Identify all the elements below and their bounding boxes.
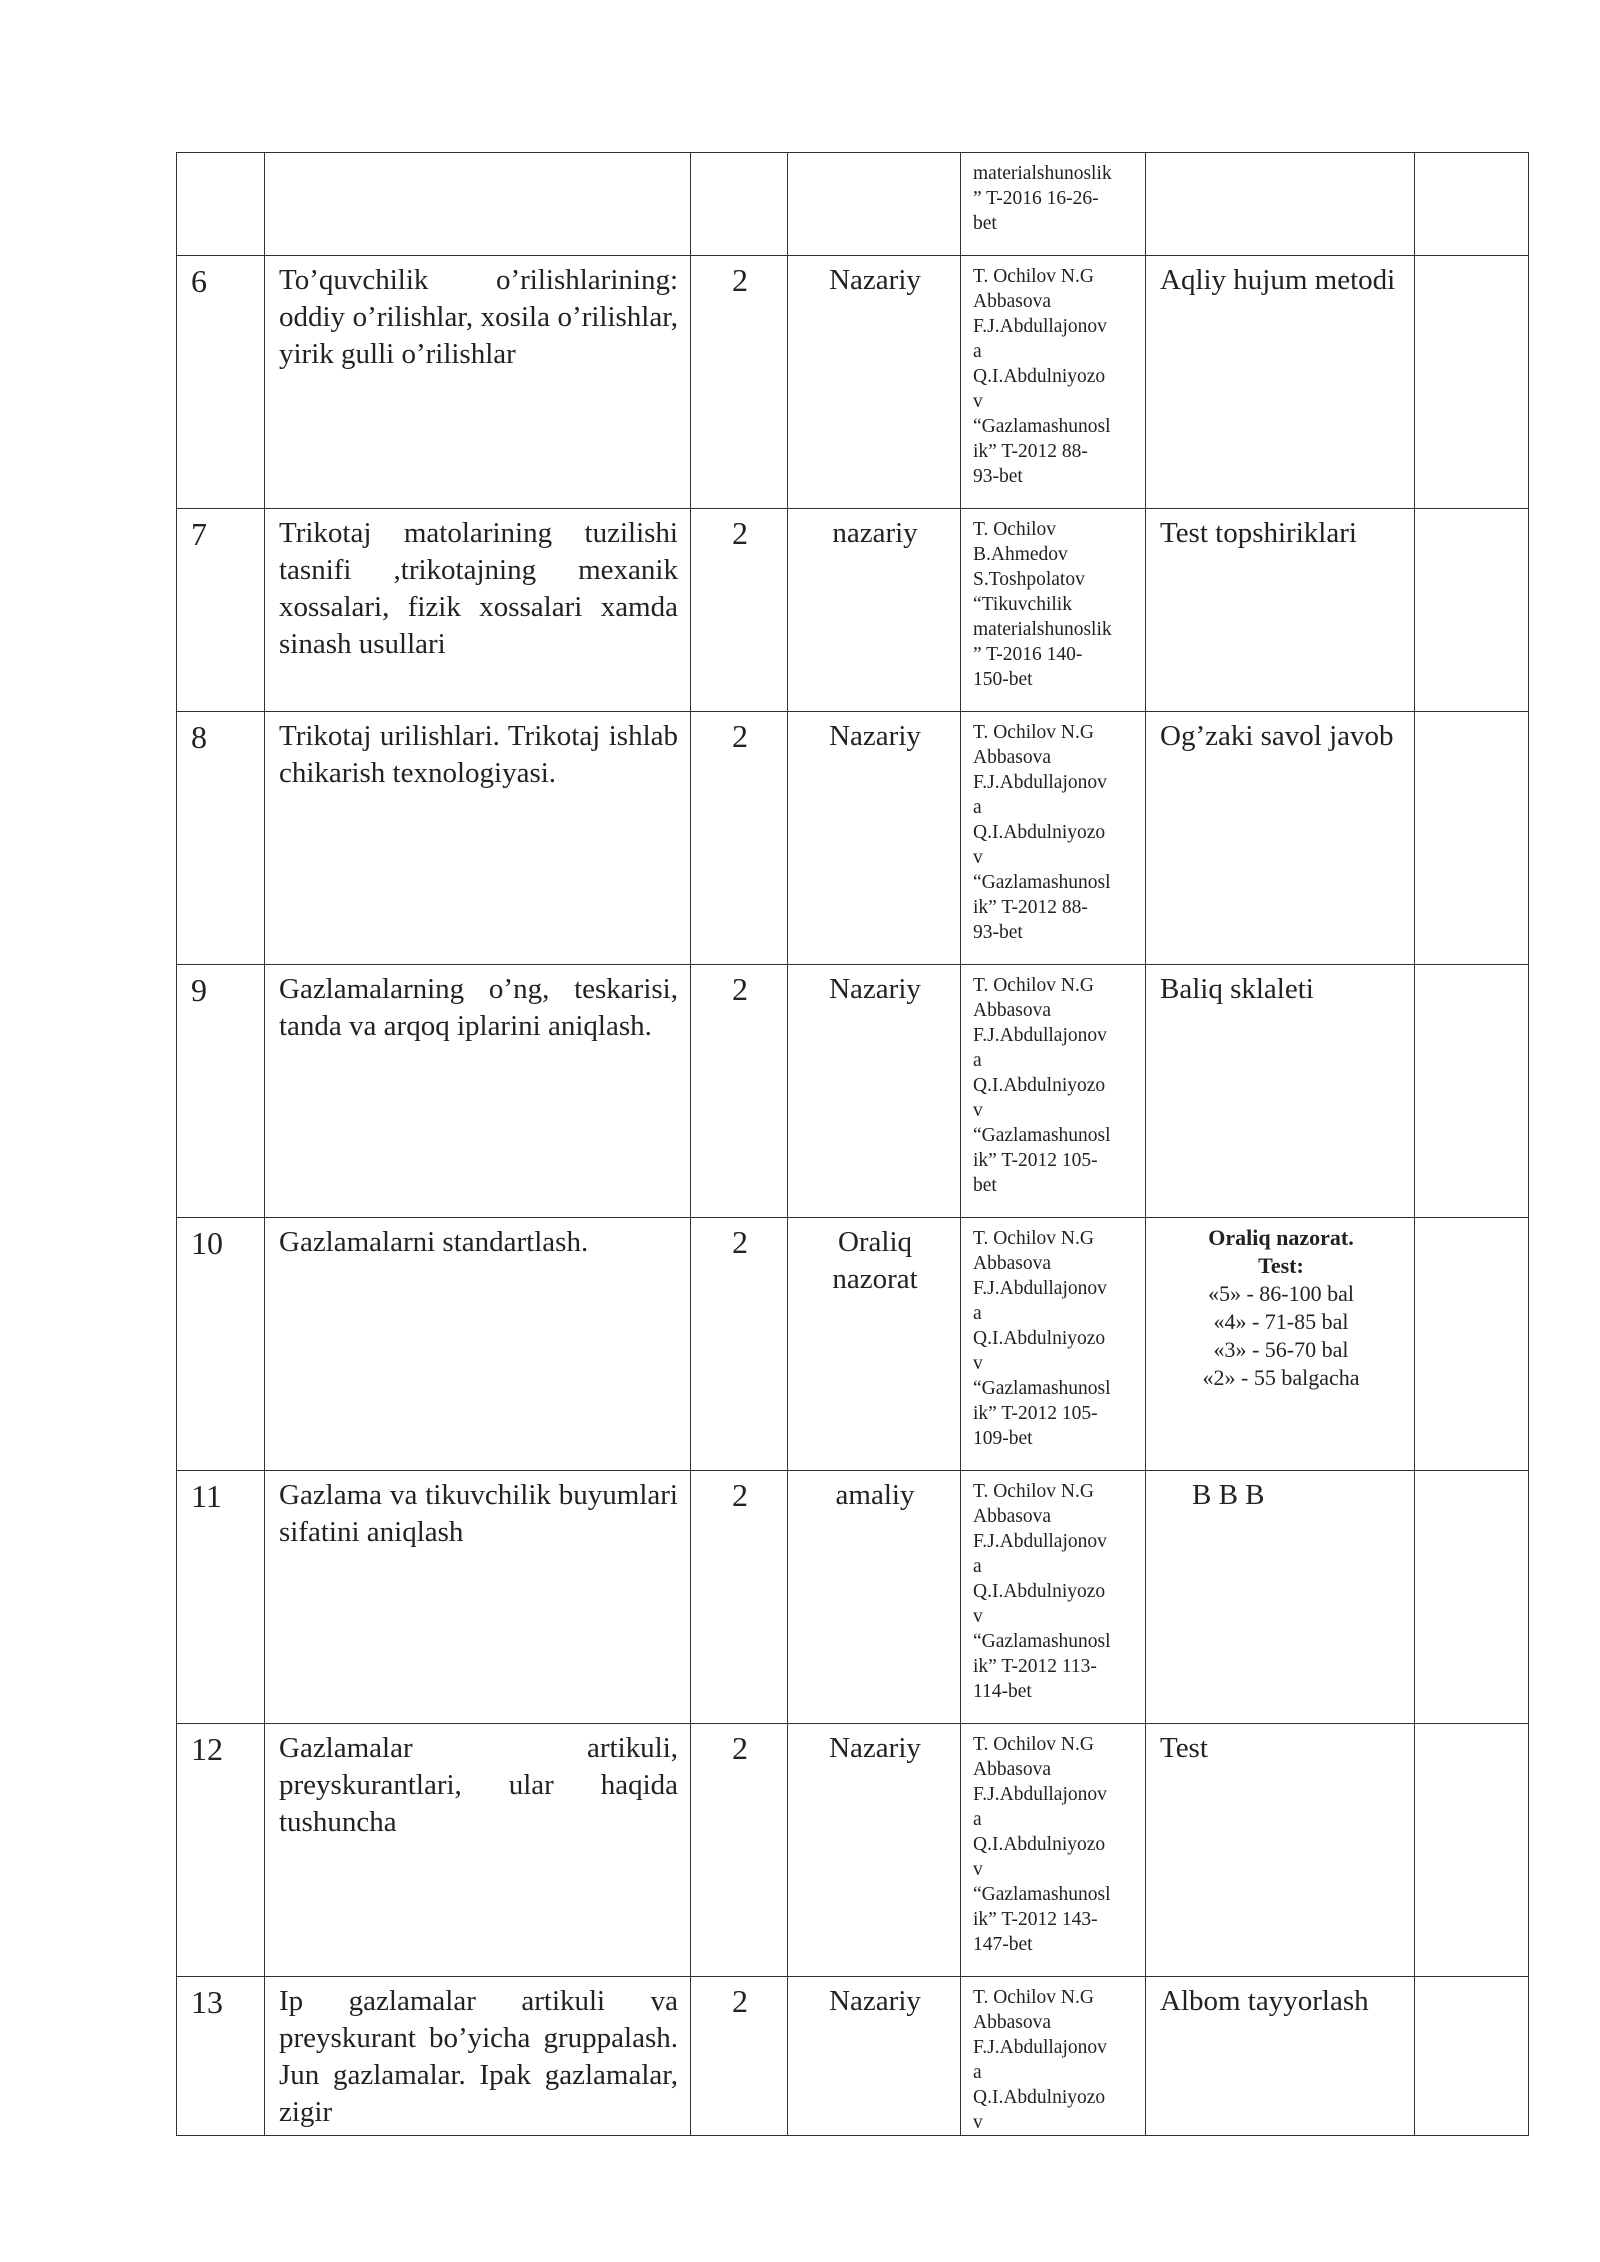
literature-line: “Gazlamashunosl (973, 416, 1111, 437)
literature-line: Abbasova (973, 1506, 1051, 1527)
topic-text: Trikotaj matolarining tuzilishi tasnifi ,trikotajning mexanik xossalari, fizik xossalari xamda sinash usullari (279, 517, 678, 660)
table-row (177, 1471, 1529, 1724)
exam-cell (1146, 1218, 1415, 1471)
literature-line: “Gazlamashunosl (973, 872, 1111, 893)
exam-subtitle: Test: (1258, 1253, 1304, 1278)
literature-line: ik” T-2012 113- (973, 1656, 1097, 1677)
literature-cell (961, 256, 1146, 509)
literature-line: 150-bet (973, 669, 1033, 690)
literature-line: ik” T-2012 105- (973, 1150, 1098, 1171)
notes-cell (1415, 256, 1529, 509)
literature-line: 109-bet (973, 1428, 1033, 1449)
method-cell: B B B (1146, 1471, 1415, 1724)
topic-cell (265, 965, 691, 1218)
hours-cell (691, 153, 788, 256)
topic-text: Trikotaj urilishlari. Trikotaj ishlab chikarish texnologiyasi. (279, 720, 678, 789)
literature-line: “Gazlamashunosl (973, 1125, 1111, 1146)
topic-cell (265, 1471, 691, 1724)
literature-line: Q.I.Abdulniyozo (973, 1834, 1106, 1855)
row-number: 12 (177, 1724, 265, 1977)
literature-line: a (973, 797, 982, 818)
literature-cell (961, 712, 1146, 965)
literature-line: “Gazlamashunosl (973, 1884, 1111, 1905)
literature-line: F.J.Abdullajonov (973, 2037, 1107, 2058)
literature-line: v (973, 1353, 983, 1374)
notes-cell (1415, 1977, 1529, 2136)
row-number: 8 (177, 712, 265, 965)
literature-line: F.J.Abdullajonov (973, 772, 1107, 793)
literature-line: T. Ochilov (973, 519, 1057, 540)
method-cell: Baliq sklaleti (1146, 965, 1415, 1218)
topic-text: Gazlamalar artikuli, preyskurantlari, ular haqida tushuncha (279, 1732, 678, 1838)
hours-cell: 2 (691, 1218, 788, 1471)
literature-cell (961, 965, 1146, 1218)
literature-line: Abbasova (973, 1759, 1051, 1780)
lesson-plan-body (177, 153, 1529, 2136)
literature-line: 114-bet (973, 1681, 1032, 1702)
topic-cell (265, 1977, 691, 2136)
literature-line: ” T-2016 16-26- (973, 188, 1099, 209)
lesson-plan-table (176, 152, 1529, 2136)
lesson-type-cell: Oraliq nazorat (788, 1218, 961, 1471)
exam-title: Oraliq nazorat. (1208, 1225, 1354, 1250)
literature-line: materialshunoslik (973, 619, 1112, 640)
literature-line: Abbasova (973, 291, 1051, 312)
literature-line: Abbasova (973, 1253, 1051, 1274)
topic-cell (265, 509, 691, 712)
topic-text: Gazlama va tikuvchilik buyumlari sifatini aniqlash (279, 1479, 678, 1548)
literature-line: “Gazlamashunosl (973, 1378, 1111, 1399)
lesson-type-cell: Nazariy (788, 256, 961, 509)
notes-cell (1415, 1724, 1529, 1977)
grade-line: «3» - 56-70 bal (1213, 1337, 1349, 1362)
table-row (177, 256, 1529, 509)
lesson-type-cell: nazariy (788, 509, 961, 712)
topic-cell (265, 256, 691, 509)
literature-cell (961, 509, 1146, 712)
literature-line: Abbasova (973, 747, 1051, 768)
literature-line: a (973, 2062, 982, 2083)
grade-line: «5» - 86-100 bal (1207, 1281, 1355, 1306)
literature-cell (961, 1724, 1146, 1977)
notes-cell (1415, 1471, 1529, 1724)
literature-line: ik” T-2012 88- (973, 897, 1088, 918)
topic-text: Gazlamalarning o’ng, teskarisi, tanda va arqoq iplarini aniqlash. (279, 973, 678, 1042)
table-row (177, 965, 1529, 1218)
method-cell (1146, 153, 1415, 256)
literature-line: a (973, 341, 982, 362)
literature-line: bet (973, 1175, 997, 1196)
literature-line: materialshunoslik (973, 163, 1112, 184)
literature-line: T. Ochilov N.G (973, 266, 1094, 287)
literature-line: Q.I.Abdulniyozo (973, 822, 1106, 843)
topic-cell (265, 712, 691, 965)
literature-cell (961, 1471, 1146, 1724)
method-text: Aqliy hujum metodi (1160, 264, 1396, 296)
literature-line: 93-bet (973, 922, 1023, 943)
topic-text: Ip gazlamalar artikuli va preyskurant bo’yicha gruppalash. Jun gazlamalar. Ipak gazlamalar, zigir (279, 1985, 678, 2128)
grade-line: «4» - 71-85 bal (1213, 1309, 1349, 1334)
literature-line: ik” T-2012 105- (973, 1403, 1098, 1424)
method-cell: Albom tayyorlash (1146, 1977, 1415, 2136)
lesson-type-cell: Nazariy (788, 965, 961, 1218)
topic-text: Gazlamalarni standartlash. (279, 1226, 589, 1258)
notes-cell (1415, 1218, 1529, 1471)
method-cell (1146, 256, 1415, 509)
literature-line: ik” T-2012 143- (973, 1909, 1098, 1930)
row-number: 11 (177, 1471, 265, 1724)
literature-cell (961, 1218, 1146, 1471)
literature-line: “Gazlamashunosl (973, 1631, 1111, 1652)
hours-cell: 2 (691, 509, 788, 712)
literature-line: ” T-2016 140- (973, 644, 1083, 665)
literature-line: v (973, 1859, 983, 1880)
literature-line: a (973, 1050, 982, 1071)
hours-cell: 2 (691, 1471, 788, 1724)
literature-cell (961, 1977, 1146, 2136)
literature-line: v (973, 847, 983, 868)
method-cell (1146, 712, 1415, 965)
topic-cell (265, 1218, 691, 1471)
hours-cell: 2 (691, 1724, 788, 1977)
literature-line: Q.I.Abdulniyozo (973, 1075, 1106, 1096)
literature-line: T. Ochilov N.G (973, 1481, 1094, 1502)
table-row (177, 1977, 1529, 2136)
literature-line: T. Ochilov N.G (973, 975, 1094, 996)
row-number: 6 (177, 256, 265, 509)
row-number (177, 153, 265, 256)
topic-text: To’quvchilik o’rilishlarining: oddiy o’rilishlar, xosila o’rilishlar, yirik gulli o’rilishlar (279, 264, 678, 370)
lesson-type-cell (788, 153, 961, 256)
row-number: 7 (177, 509, 265, 712)
literature-line: F.J.Abdullajonov (973, 1278, 1107, 1299)
literature-line: a (973, 1556, 982, 1577)
literature-line: T. Ochilov N.G (973, 1228, 1094, 1249)
table-row (177, 1218, 1529, 1471)
notes-cell (1415, 712, 1529, 965)
literature-line: a (973, 1809, 982, 1830)
literature-cell (961, 153, 1146, 256)
literature-line: F.J.Abdullajonov (973, 1025, 1107, 1046)
literature-line: Abbasova (973, 2012, 1051, 2033)
hours-cell: 2 (691, 256, 788, 509)
lesson-type-cell: amaliy (788, 1471, 961, 1724)
literature-line: B.Ahmedov (973, 544, 1068, 565)
table-row (177, 509, 1529, 712)
literature-line: 93-bet (973, 466, 1023, 487)
literature-line: v (973, 1606, 983, 1627)
literature-line: a (973, 1303, 982, 1324)
literature-line: T. Ochilov N.G (973, 722, 1094, 743)
notes-cell (1415, 509, 1529, 712)
literature-line: v (973, 2112, 983, 2133)
method-cell: Test (1146, 1724, 1415, 1977)
topic-cell (265, 1724, 691, 1977)
literature-line: T. Ochilov N.G (973, 1734, 1094, 1755)
topic-cell (265, 153, 691, 256)
literature-line: Q.I.Abdulniyozo (973, 2087, 1106, 2108)
literature-line: Q.I.Abdulniyozo (973, 366, 1106, 387)
table-row (177, 1724, 1529, 1977)
literature-line: ik” T-2012 88- (973, 441, 1088, 462)
literature-line: Q.I.Abdulniyozo (973, 1581, 1106, 1602)
notes-cell (1415, 153, 1529, 256)
literature-line: Abbasova (973, 1000, 1051, 1021)
hours-cell: 2 (691, 965, 788, 1218)
literature-line: 147-bet (973, 1934, 1033, 1955)
hours-cell: 2 (691, 1977, 788, 2136)
literature-line: F.J.Abdullajonov (973, 316, 1107, 337)
table-row (177, 153, 1529, 256)
row-number: 10 (177, 1218, 265, 1471)
method-text: Og’zaki savol javob (1160, 720, 1394, 752)
hours-cell: 2 (691, 712, 788, 965)
literature-line: F.J.Abdullajonov (973, 1784, 1107, 1805)
literature-line: F.J.Abdullajonov (973, 1531, 1107, 1552)
table-row (177, 712, 1529, 965)
literature-line: v (973, 391, 983, 412)
literature-line: v (973, 1100, 983, 1121)
row-number: 13 (177, 1977, 265, 2136)
lesson-type-cell: Nazariy (788, 712, 961, 965)
row-number: 9 (177, 965, 265, 1218)
literature-line: Q.I.Abdulniyozo (973, 1328, 1106, 1349)
grade-line: «2» - 55 balgacha (1202, 1365, 1360, 1390)
literature-line: T. Ochilov N.G (973, 1987, 1094, 2008)
lesson-type-cell: Nazariy (788, 1724, 961, 1977)
literature-line: S.Toshpolatov (973, 569, 1085, 590)
method-cell: Test topshiriklari (1146, 509, 1415, 712)
notes-cell (1415, 965, 1529, 1218)
lesson-type-cell: Nazariy (788, 1977, 961, 2136)
literature-line: “Tikuvchilik (973, 594, 1072, 615)
literature-line: bet (973, 213, 997, 234)
